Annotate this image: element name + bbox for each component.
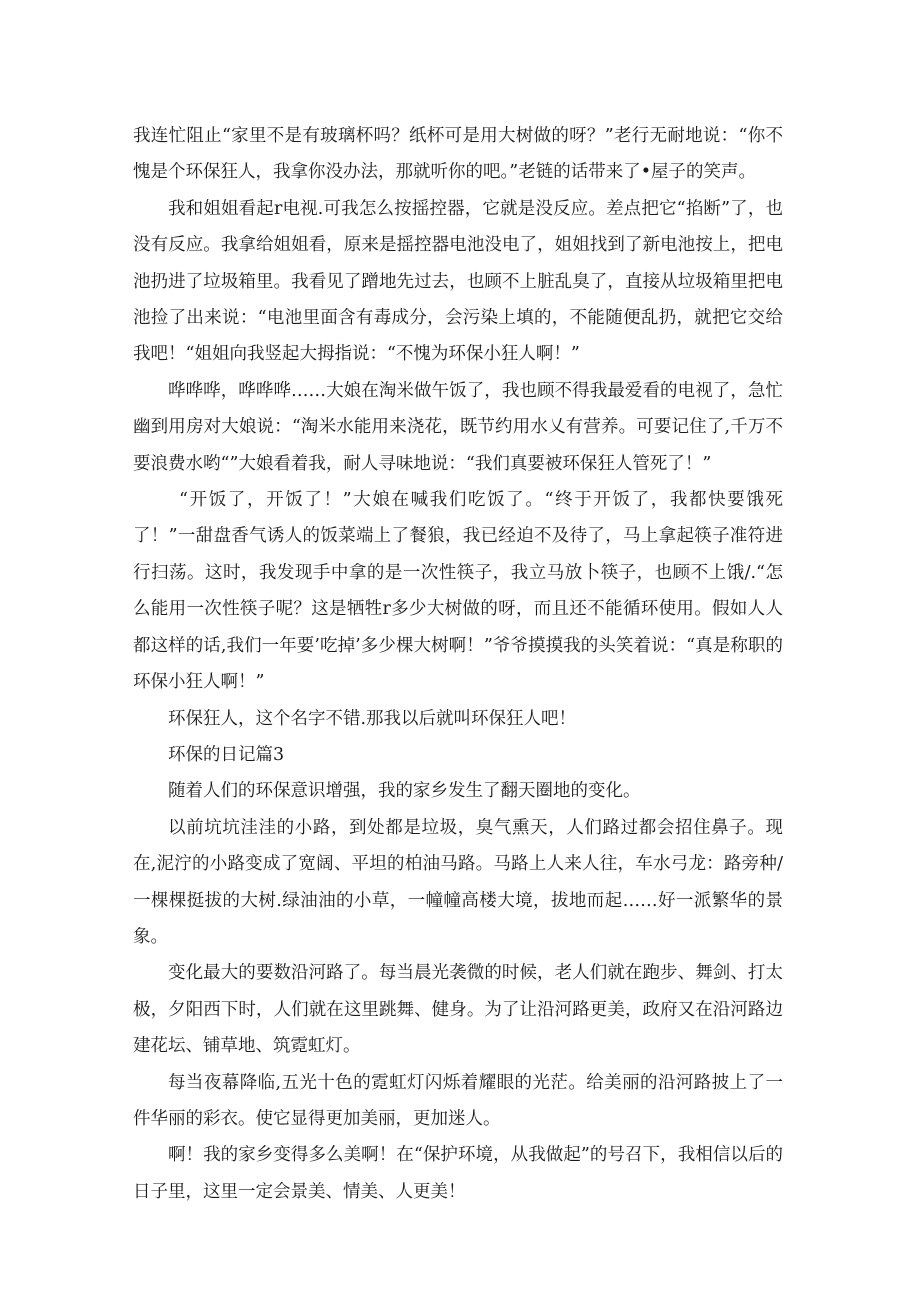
- paragraph-2: 我和姐姐看起r电视.可我怎么按摇控器，它就是没反应。差点把它“掐断”了，也没有反应。我拿给姐姐看，原来是摇控器电池没电了，姐姐找到了新电池按上，把电池扔进了垃圾箱里。我看见了蹭地先过去，也顾不上脏乱臭了，直接从垃圾箱里把电池捡了出来说：“电池里面含有毒成分，会污染上填的，不能随便乱扔，就把它交给我吧！“姐姐向我竖起大拇指说：“不愧为环保小狂人啊！”: [133, 198, 783, 365]
- section-paragraph-2: 以前坑坑洼洼的小路，到处都是垃圾，臭气熏天，人们路过都会招住鼻子。现在,泥泞的小路变成了宽阔、平坦的柏油马路。马路上人来人往，车水弓龙：路旁种/一棵棵挺拔的大树.绿油油的小草，一幢幢高楼大境，拔地而起……好一派繁华的景象。: [133, 817, 783, 947]
- section-title: 环保的日记篇3: [168, 744, 285, 765]
- paragraph-5: 环保狂人，这个名字不错.那我以后就叫环保狂人吧！: [168, 708, 577, 729]
- paragraph-1: 我连忙阻止“家里不是有玻璃杯吗？纸杯可是用大树做的呀？”老行无耐地说：“你不愧是个环保狂人，我拿你没办法，那就听你的吧。”老链的话带来了•屋子的笑声。: [133, 126, 783, 183]
- section-paragraph-1: 随着人们的环保意识增强，我的家乡发生了翻天圈地的变化。: [168, 781, 641, 802]
- section-paragraph-3: 变化最大的要数沿河路了。每当晨光袭微的时候，老人们就在跑步、舞剑、打太极，夕阳西下时，人们就在这里跳舞、健身。为了让沿河路更美，政府又在沿河路边建花坛、铺草地、筑霓虹灯。: [133, 963, 783, 1057]
- paragraph-3: 哗哗哗，哗哗哗……大娘在淘米做午饭了，我也顾不得我最爱看的电视了，急忙幽到用房对大娘说：“淘米水能用来浇花，既节约用水乂有营养。可要记住了,千万不要浪费水哟“”大娘看着我，耐人寻味地说：“我们真要被环保狂人管死了！”: [133, 380, 783, 474]
- section-paragraph-5: 啊！我的家乡变得多么美啊！在“保护环境，从我做起”的号召下，我相信以后的日子里，这里一定会景美、情美、人更美！: [133, 1145, 783, 1202]
- section-paragraph-4: 每当夜幕降临,五光十色的霓虹灯闪烁着耀眼的光茫。给美丽的沿河路披上了一件华丽的彩衣。使它显得更加美丽，更加迷人。: [133, 1072, 783, 1129]
- document-page: [133, 118, 783, 1210]
- paragraph-4: “开饭了，开饭了！”大娘在喊我们吃饭了。“终于开饭了，我都快要饿死了！”一甜盘香气诱人的饭菜端上了餐狼，我已经迫不及待了，马上拿起筷子准符进行扫荡。这时，我发现手中拿的是一次性筷子，我立马放卜筷子，也顾不上饿/.“怎么能用一次性筷子呢？这是牺牲r多少大树做的呀，而且还不能循环使用。假如人人都这样的话,我们一年要’吃掉’多少棵大树啊！”爷爷摸摸我的头笑着说：“真是称职的环保小狂人啊！”: [133, 490, 783, 693]
